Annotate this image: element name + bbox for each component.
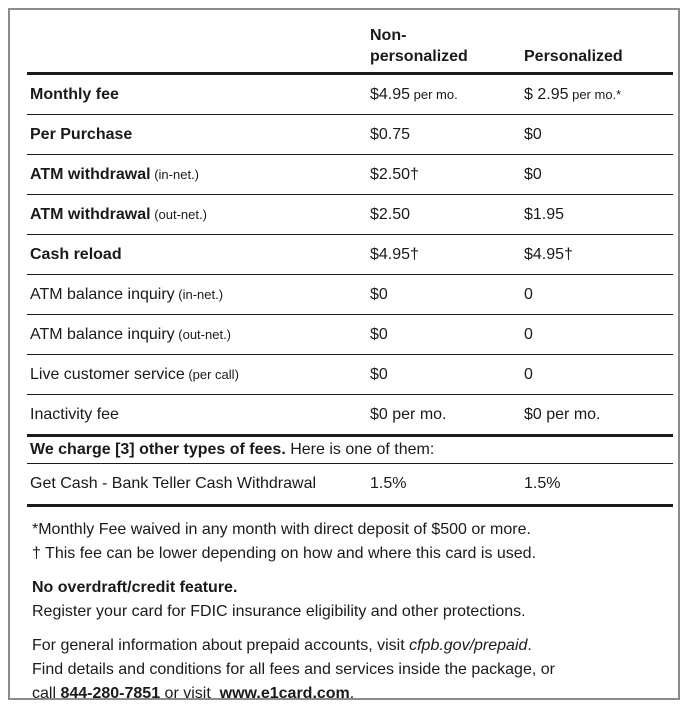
fee-label: ATM balance inquiry (in-net.) [30,286,224,303]
details-line: Find details and conditions for all fees and services inside the package, or [32,661,555,678]
fee-personalized: 0 [524,286,533,303]
fee-nonpersonalized: $2.50 [370,206,411,223]
get-cash-personalized: 1.5% [524,475,561,492]
fee-personalized: $ 2.95 per mo.* [524,86,622,103]
phone-number[interactable]: 844-280-7851 [60,685,161,702]
fee-label: ATM balance inquiry (out-net.) [30,326,232,343]
fee-label: ATM withdrawal (in-net.) [30,166,199,183]
get-cash-nonpersonalized: 1.5% [370,475,407,492]
fee-row [27,355,673,395]
fee-nonpersonalized: $0 [370,286,388,303]
fee-personalized: $0 [524,126,542,143]
fee-personalized: $0 per mo. [524,406,601,423]
general-info: For general information about prepaid accounts, visit cfpb.gov/prepaid. [32,637,532,654]
fee-row [27,235,673,275]
fee-nonpersonalized: $2.50† [370,166,419,183]
notes-section [32,518,672,706]
get-cash-row [27,464,673,507]
fee-disclosure-box [8,8,680,700]
fee-row [27,155,673,195]
other-fees-row [27,437,673,464]
header-non-personalized: Non- personalized [370,27,468,65]
fee-personalized: $1.95 [524,206,565,223]
website-link[interactable]: www.e1card.com [219,685,350,702]
fee-table [27,10,673,507]
fee-personalized: $4.95† [524,246,573,263]
fee-personalized: 0 [524,366,533,383]
fee-personalized: 0 [524,326,533,343]
fee-personalized: $0 [524,166,542,183]
fee-nonpersonalized: $4.95 per mo. [370,86,458,103]
fee-label: Inactivity fee [30,406,119,423]
fee-row [27,395,673,437]
other-fees-text: Here is one of them: [285,441,435,458]
fee-row [27,115,673,155]
fee-rows [27,75,673,437]
fee-nonpersonalized: $4.95† [370,246,419,263]
fee-label: Per Purchase [30,126,133,143]
fee-row [27,315,673,355]
get-cash-label: Get Cash - Bank Teller Cash Withdrawal [30,475,317,492]
fee-label: Cash reload [30,246,122,263]
fee-nonpersonalized: $0.75 [370,126,411,143]
fdic-notice: Register your card for FDIC insurance eligibility and other protections. [32,603,526,620]
overdraft-notice: No overdraft/credit feature. [32,579,238,596]
fee-label: ATM withdrawal (out-net.) [30,206,207,223]
fee-label: Monthly fee [30,86,119,103]
footnote-dagger: † This fee can be lower depending on how and where this card is used. [32,545,537,562]
table-header [27,10,673,75]
contact-line: call 844-280-7851 or visit www.e1card.com. [32,685,355,702]
header-personalized: Personalized [524,48,623,65]
cfpb-link[interactable]: cfpb.gov/prepaid [409,637,528,654]
fee-nonpersonalized: $0 [370,366,388,383]
other-fees-bold: We charge [3] other types of fees. [30,441,286,458]
fee-row [27,75,673,115]
fee-nonpersonalized: $0 per mo. [370,406,447,423]
fee-label: Live customer service (per call) [30,366,239,383]
fee-nonpersonalized: $0 [370,326,388,343]
footnote-monthly-fee: *Monthly Fee waived in any month with direct deposit of $500 or more. [32,521,531,538]
fee-row [27,275,673,315]
fee-row [27,195,673,235]
